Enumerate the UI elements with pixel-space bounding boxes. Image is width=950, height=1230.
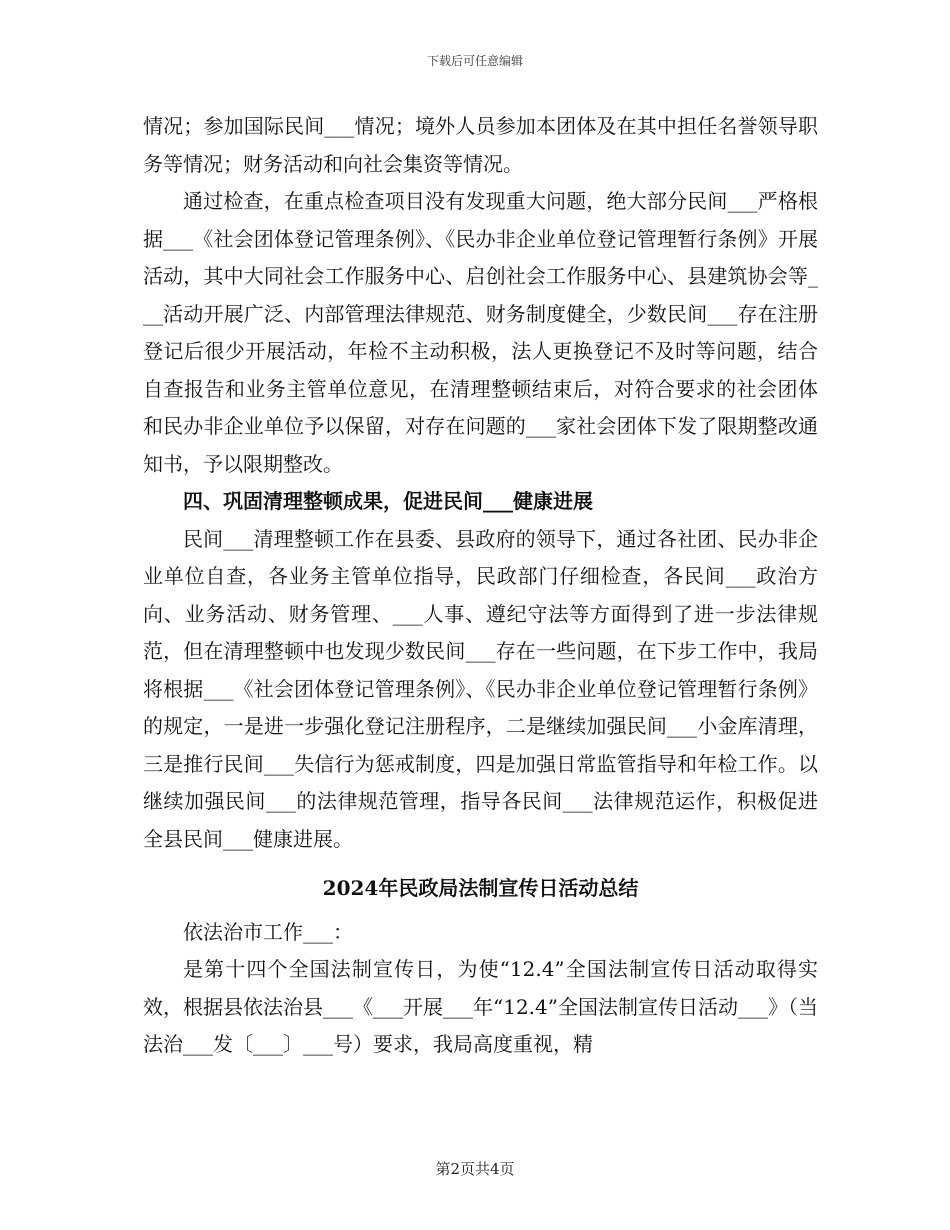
header-note: 下载后可任意编辑 <box>426 54 523 68</box>
page-number: 第2页共4页 <box>435 1160 515 1178</box>
paragraph-legal-day-intro: 是第十四个全国法制宣传日，为使“12.4”全国法制宣传日活动取得实效，根据县依法治县___《___开展___年“12.4”全国法制宣传日活动___》（当法治___发〔___〕___号）要求，我局高度重视，精 <box>143 957 818 1056</box>
paragraph-continuation: 情况；参加国际民间___情况；境外人员参加本团体及在其中担任名誉领导职务等情况；财务活动和向社会集资等情况。 <box>143 114 818 176</box>
section-heading-four: 四、巩固清理整顿成果，促进民间___健康进展 <box>183 489 593 513</box>
paragraph-inspection-results: 通过检查，在重点检查项目没有发现重大问题，绝大部分民间___严格根据___《社会团体登记管理条例》、《民办非企业单位登记管理暂行条例》开展活动，其中大同社会工作服务中心、启创社会工作服务中心、县建筑协会等___活动开展广泛、内部管理法律规范、财务制度健全，少数民间___存在注册登记后很少开展活动，年检不主动积极，法人更换登记不及时等问题，结合自查报告和业务主管单位意见，在清理整顿结束后，对符合要求的社会团体和民办非企业单位予以保留，对存在问题的___家社会团体下发了限期整改通知书，予以限期整改。 <box>143 189 818 476</box>
document-title: 2024年民政局法制宣传日活动总结 <box>322 876 639 900</box>
document-body <box>143 108 818 1064</box>
paragraph-salutation: 依法治市工作___： <box>183 919 353 944</box>
paragraph-consolidation: 民间___清理整顿工作在县委、县政府的领导下，通过各社团、民办非企业单位自查，各业务主管单位指导，民政部门仔细检查，各民间___政治方向、业务活动、财务管理、___人事、遵纪守法等方面得到了进一步法律规范，但在清理整顿中也发现少数民间___存在一些问题，在下步工作中，我局将根据___《社会团体登记管理条例》、《民办非企业单位登记管理暂行条例》的规定，一是进一步强化登记注册程序，二是继续加强民间___小金库清理，三是推行民间___失信行为惩戒制度，四是加强日常监管指导和年检工作。以继续加强民间___的法律规范管理，指导各民间___法律规范运作，积极促进全县民间___健康进展。 <box>143 526 818 851</box>
